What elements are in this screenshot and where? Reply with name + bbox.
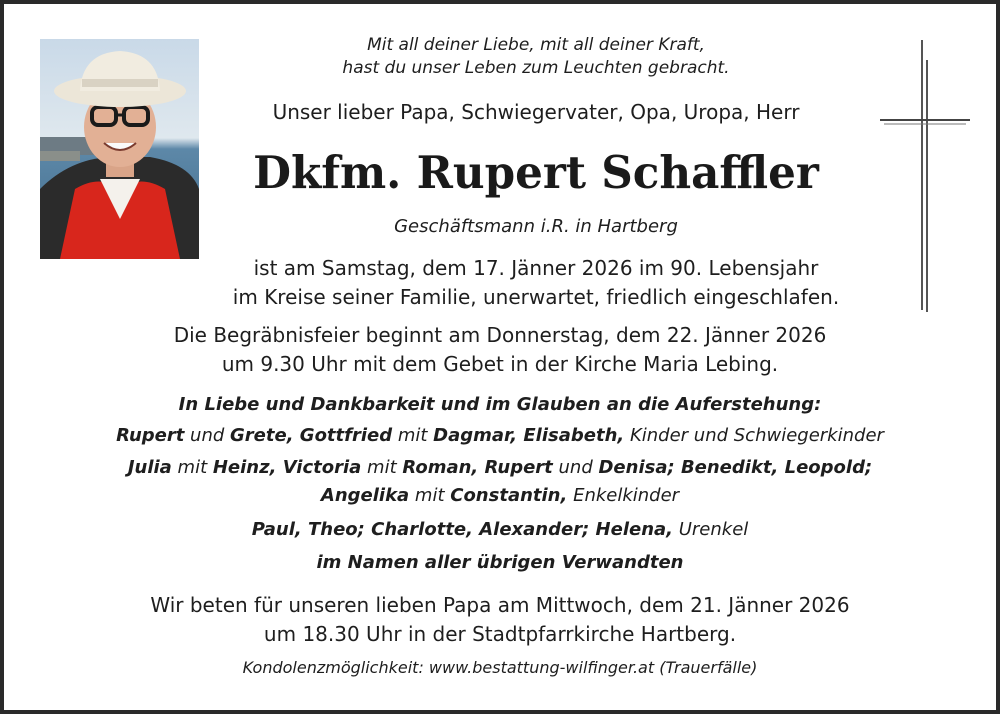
family-great-grandchildren [0, 521, 1000, 539]
faith-line: In Liebe und Dankbarkeit und im Glauben an die Auferstehung: [178, 394, 822, 415]
family-name: Grete, Gottfried [230, 425, 393, 446]
condolence-link[interactable]: Kondolenzmöglichkeit: www.bestattung-wilfinger.at (Trauerfälle) [242, 658, 758, 677]
family-name: Constantin, [450, 485, 568, 506]
deceased-name: Dkfm. Rupert Schaffler [253, 146, 819, 199]
family-connector: und [184, 425, 231, 446]
family-name: Heinz, Victoria [212, 457, 362, 478]
prayer-line-2: um 18.30 Uhr in der Stadtpfarrkirche Hartberg. [263, 622, 737, 646]
family-name: Roman, Rupert [402, 457, 553, 478]
family-name: Denisa; Benedikt, Leopold; [598, 457, 873, 478]
death-notice-line-1: ist am Samstag, dem 17. Jänner 2026 im 90. Lebensjahr [253, 256, 819, 280]
prayer-line-1: Wir beten für unseren lieben Papa am Mittwoch, dem 21. Jänner 2026 [150, 593, 850, 617]
family-grandchildren-2 [0, 487, 1000, 505]
family-name: Julia [127, 457, 172, 478]
funeral-line-1: Die Begräbnisfeier beginnt am Donnerstag, dem 22. Jänner 2026 [173, 323, 827, 347]
family-connector: mit [392, 425, 434, 446]
family-connector: mit [171, 457, 213, 478]
death-notice-line-2: im Kreise seiner Familie, unerwartet, friedlich eingeschlafen. [232, 285, 840, 309]
intro-line: Unser lieber Papa, Schwiegervater, Opa, Uropa, Herr [272, 100, 800, 124]
family-role: Kinder und Schwiegerkinder [624, 425, 884, 446]
family-role: Urenkel [673, 519, 749, 540]
verse-line-1: Mit all deiner Liebe, mit all deiner Kraft, [367, 35, 705, 55]
occupation: Geschäftsmann i.R. in Hartberg [394, 216, 678, 237]
family-role: Enkelkinder [567, 485, 680, 506]
family-name: Paul, Theo; Charlotte, Alexander; Helena, [251, 519, 673, 540]
funeral-line-2: um 9.30 Uhr mit dem Gebet in der Kirche Maria Lebing. [221, 352, 779, 376]
family-grandchildren-1 [0, 459, 1000, 477]
family-name: Angelika [320, 485, 410, 506]
family-connector: und [552, 457, 599, 478]
family-relatives: im Namen aller übrigen Verwandten [316, 552, 684, 573]
family-children [0, 427, 1000, 445]
family-name: Rupert [116, 425, 185, 446]
family-connector: mit [409, 485, 451, 506]
family-connector: mit [361, 457, 403, 478]
verse-line-2: hast du unser Leben zum Leuchten gebracht. [342, 58, 730, 78]
family-name: Dagmar, Elisabeth, [433, 425, 625, 446]
